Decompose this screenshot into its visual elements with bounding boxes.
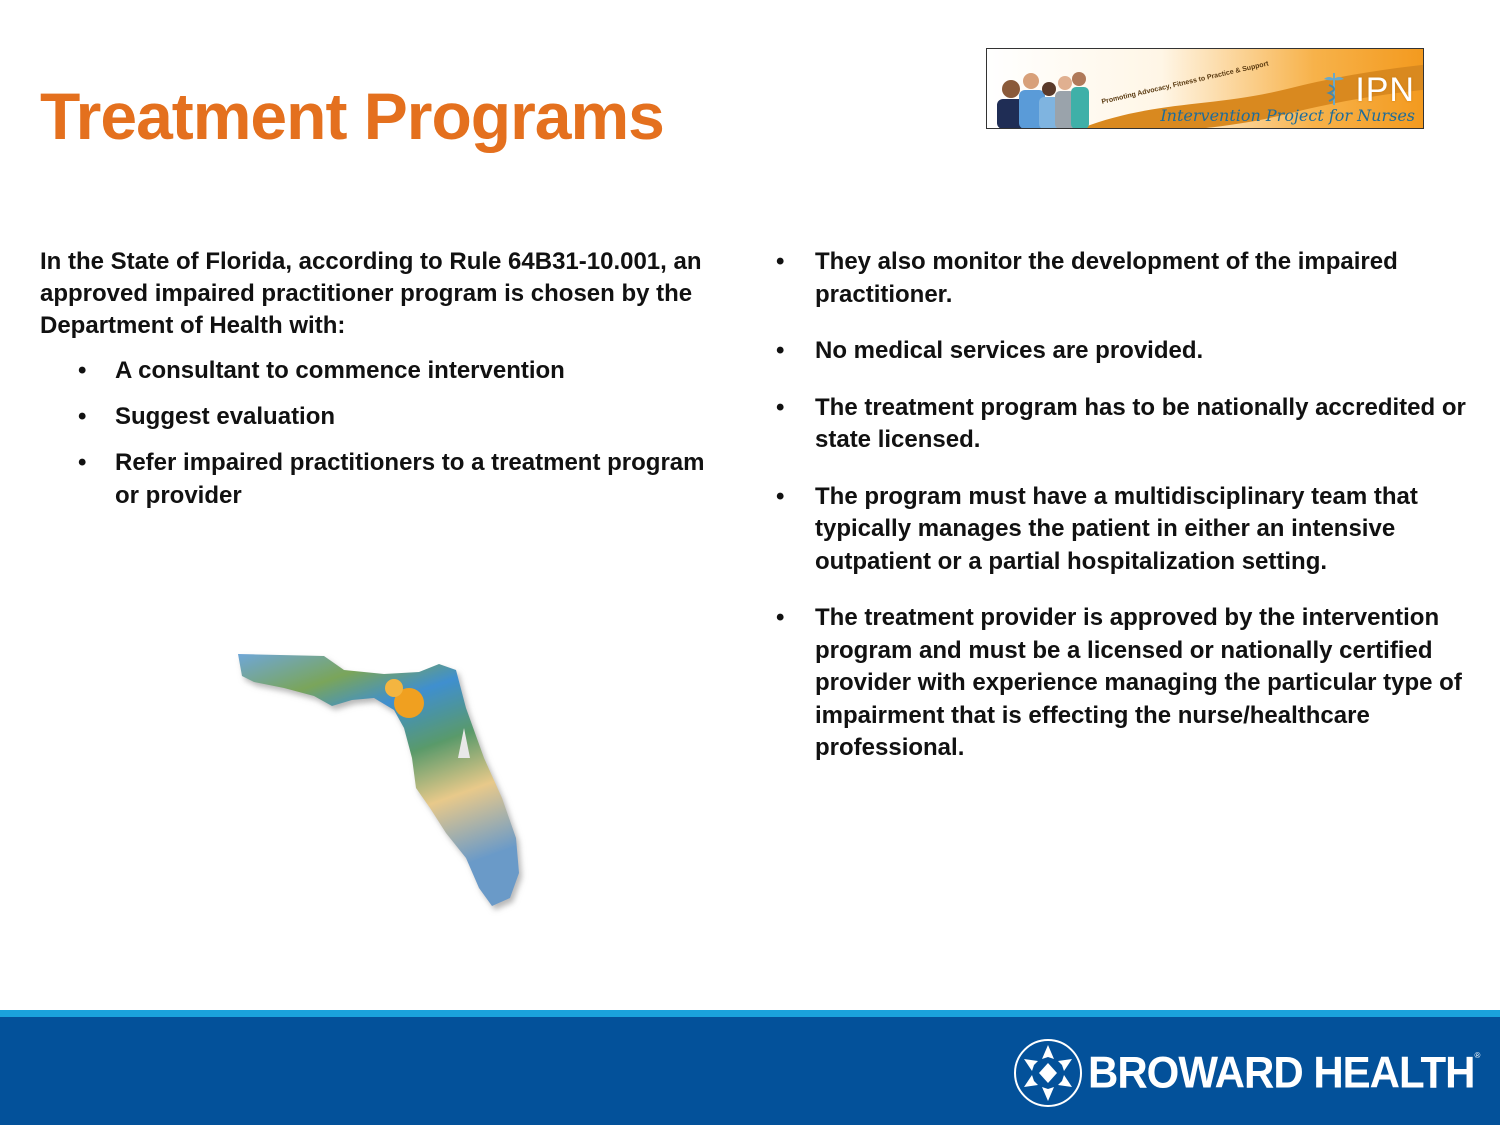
bullet-icon: • bbox=[78, 449, 87, 476]
nurses-group-image bbox=[991, 59, 1091, 129]
list-item: • Refer impaired practitioners to a treatment program or provider bbox=[78, 446, 720, 512]
brand-name: BROWARD HEALTH bbox=[1088, 1047, 1475, 1098]
broward-health-logo bbox=[1012, 1037, 1480, 1109]
banner-tagline: Promoting Advocacy, Fitness to Practice & Support bbox=[1101, 60, 1270, 106]
bullet-icon: • bbox=[776, 604, 785, 631]
right-column bbox=[776, 246, 1466, 789]
left-bullet-list bbox=[40, 354, 720, 512]
intro-paragraph: In the State of Florida, according to Rule 64B31-10.001, an approved impaired practitioner program is chosen by the Department of Health with: bbox=[40, 248, 702, 339]
list-item: • No medical services are provided. bbox=[776, 335, 1466, 368]
star-emblem-icon bbox=[1012, 1037, 1084, 1109]
ipn-subtitle: Intervention Project for Nurses bbox=[1160, 106, 1415, 125]
list-item: • Suggest evaluation bbox=[78, 400, 720, 433]
left-column bbox=[40, 246, 720, 525]
registered-mark: ® bbox=[1474, 1051, 1481, 1060]
bullet-icon: • bbox=[776, 248, 785, 275]
bullet-icon: • bbox=[776, 393, 785, 421]
list-item: • The treatment provider is approved by the intervention program and must be a licensed or nationally certified provider with experience managing the particular type of impairment that is effecting the nurse/healthcare professional. bbox=[776, 604, 1462, 761]
slide-title: Treatment Programs bbox=[40, 79, 664, 153]
list-item: • A consultant to commence intervention bbox=[78, 354, 720, 387]
florida-map-image bbox=[234, 648, 534, 928]
ipn-logo-text: IPN bbox=[1355, 71, 1415, 109]
caduceus-icon bbox=[1323, 71, 1345, 105]
ipn-banner-logo bbox=[986, 48, 1424, 129]
list-item: • The treatment program has to be nationally accredited or state licensed. bbox=[776, 393, 1466, 453]
bullet-icon: • bbox=[776, 482, 785, 510]
right-bullet-list bbox=[776, 246, 1466, 765]
bullet-icon: • bbox=[78, 357, 87, 384]
list-item: • The program must have a multidisciplinary team that typically manages the patient in either an intensive outpatient or a partial hospitalization setting. bbox=[776, 482, 1418, 575]
bullet-icon: • bbox=[78, 403, 87, 430]
footer-bar bbox=[0, 1010, 1500, 1125]
bullet-icon: • bbox=[776, 337, 785, 364]
list-item: • They also monitor the development of the impaired practitioner. bbox=[776, 248, 1398, 308]
